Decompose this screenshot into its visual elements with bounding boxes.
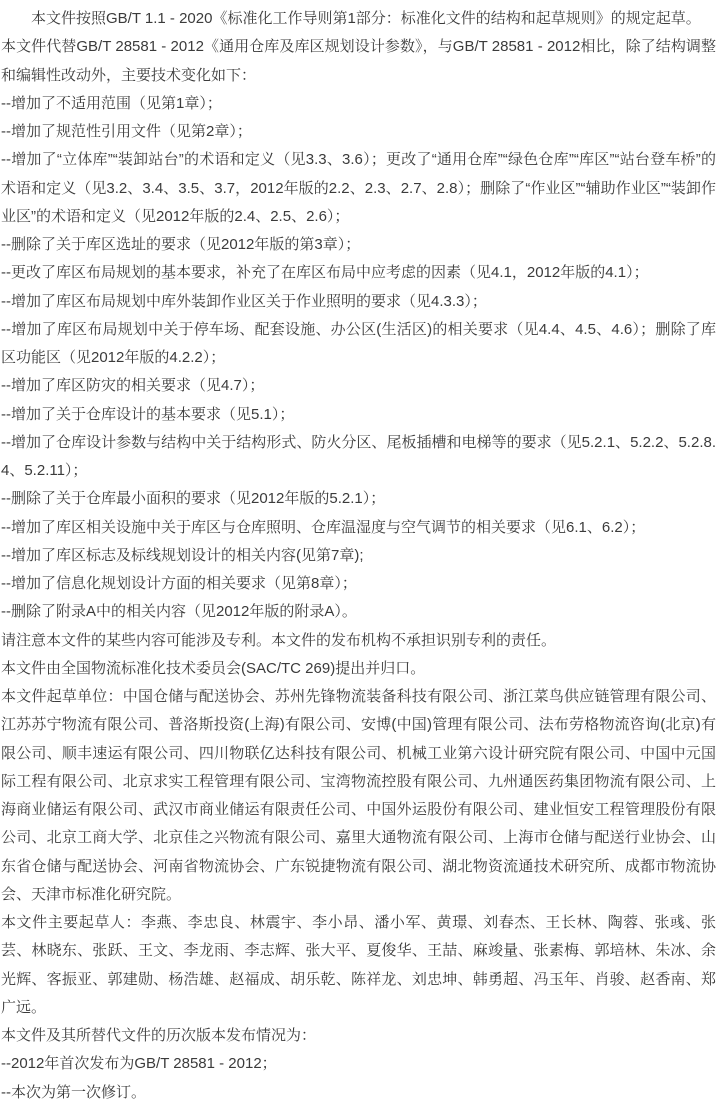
change-item-terms-definitions: --增加了“立体库”“装卸站台”的术语和定义（见3.3、3.6）；更改了“通用仓库”“绿色仓库”“库区”“站台登车桥”的术语和定义（见3.2、3.4、3.5、3.7，2012年版的2.2、2.3、2.7、2.8）；删除了“作业区”“辅助作业区”“装卸作业区”的术语和定义（见2012年版的2.4、2.5、2.6）； bbox=[1, 151, 716, 225]
change-item-disaster-prevention: --增加了库区防灾的相关要求（见4.7）； bbox=[1, 377, 265, 395]
change-item-normative-references: --增加了规范性引用文件（见第2章）； bbox=[1, 123, 252, 140]
version-history-item-first-release: --2012年首次发布为GB/T 28581 - 2012； bbox=[1, 1055, 277, 1073]
change-item-min-area-removed: --删除了关于仓库最小面积的要求（见2012年版的5.2.1）； bbox=[1, 490, 386, 508]
change-item-scope: --增加了不适用范围（见第1章）； bbox=[1, 94, 222, 112]
change-item-annex-a-removed: --删除了附录A中的相关内容（见2012年版的附录A）。 bbox=[1, 603, 357, 621]
change-item-signs-markings: --增加了库区标志及标线规划设计的相关内容(见第7章); bbox=[1, 546, 364, 564]
change-item-loading-area-lighting: --增加了库区布局规划中库外装卸作业区关于作业照明的要求（见4.3.3）； bbox=[1, 292, 487, 310]
paragraph-committee: 本文件由全国物流标准化技术委员会(SAC/TC 269)提出并归口。 bbox=[1, 659, 426, 677]
paragraph-patent-notice: 请注意本文件的某些内容可能涉及专利。本文件的发布机构不承担识别专利的责任。 bbox=[1, 631, 557, 649]
change-item-site-selection-removed: --删除了关于库区选址的要求（见2012年版的第3章）； bbox=[1, 236, 361, 253]
change-item-lighting-temperature: --增加了库区相关设施中关于库区与仓库照明、仓库温湿度与空气调节的相关要求（见6.1、6.2）； bbox=[1, 518, 646, 536]
change-item-warehouse-design-basics: --增加了关于仓库设计的基本要求（见5.1）； bbox=[1, 405, 295, 423]
paragraph-intro-basis: 本文件按照GB/T 1.1 - 2020《标准化工作导则第1部分：标准化文件的结构和起草规则》的规定起草。 bbox=[31, 10, 701, 27]
paragraph-drafting-organizations: 本文件起草单位：中国仓储与配送协会、苏州先锋物流装备科技有限公司、浙江菜鸟供应链管理有限公司、江苏苏宁物流有限公司、普洛斯投资(上海)有限公司、安博(中国)管理有限公司、法布劳格物流咨询(北京)有限公司、顺丰速运有限公司、四川物联亿达科技有限公司、机械工业第六设计研究院有限公司、中国中元国际工程有限公司、北京求实工程管理有限公司、宝湾物流控股有限公司、九州通医药集团物流有限公司、上海商业储运有限公司、武汉市商业储运有限责任公司、中国外运股份有限公司、建业恒安工程管理股份有限公司、北京工商大学、北京佳之兴物流有限公司、嘉里大通物流有限公司、上海市仓储与配送行业协会、山东省仓储与配送协会、河南省物流协会、广东锐捷物流有限公司、湖北物资流通技术研究所、成都市物流协会、天津市标准化研究院。 bbox=[1, 688, 716, 903]
version-history-item-first-revision: --本次为第一次修订。 bbox=[1, 1083, 146, 1101]
paragraph-main-drafters: 本文件主要起草人：李燕、李忠良、林震宇、李小昂、潘小军、黄璟、刘春杰、王长林、陶蓉、张彧、张芸、林晓东、张跃、王文、李龙雨、李志辉、张大平、夏俊华、王喆、麻竣量、张素梅、郭培林、朱冰、余光辉、客振亚、郭建勋、杨浩雄、赵福成、胡乐乾、陈祥龙、刘忠坤、韩勇超、冯玉年、肖骏、赵香南、郑广远。 bbox=[1, 914, 716, 1016]
change-item-layout-basic-requirements: --更改了库区布局规划的基本要求，补充了在库区布局中应考虑的因素（见4.1，2012年版的4.1）； bbox=[1, 264, 649, 282]
change-item-informatization: --增加了信息化规划设计方面的相关要求（见第8章）； bbox=[1, 575, 357, 592]
change-item-parking-facilities-office: --增加了库区布局规划中关于停车场、配套设施、办公区(生活区)的相关要求（见4.4、4.5、4.6）；删除了库区功能区（见2012年版的4.2.2）； bbox=[1, 320, 716, 366]
paragraph-version-history-heading: 本文件及其所替代文件的历次版本发布情况为： bbox=[1, 1027, 317, 1044]
change-item-structure-fire-zones: --增加了仓库设计参数与结构中关于结构形式、防火分区、尾板插槽和电梯等的要求（见5.2.1、5.2.2、5.2.8.4、5.2.11）； bbox=[1, 433, 716, 479]
paragraph-replacement-statement: 本文件代替GB/T 28581 - 2012《通用仓库及库区规划设计参数》，与GB/T 28581 - 2012相比，除了结构调整和编辑性改动外，主要技术变化如下： bbox=[1, 38, 716, 84]
